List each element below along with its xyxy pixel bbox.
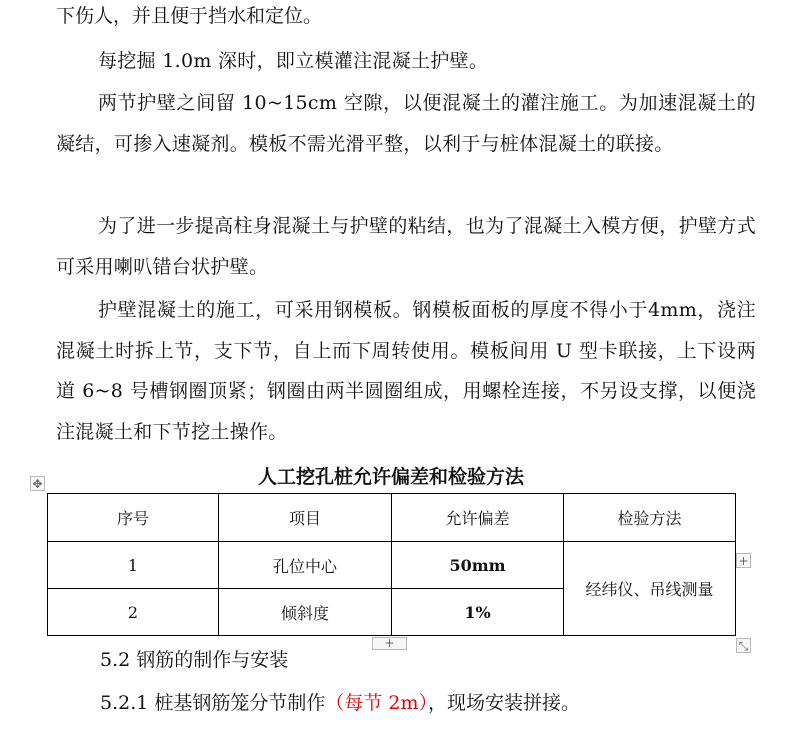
- cell-item: 孔位中心: [219, 542, 392, 589]
- table-row: [48, 542, 736, 589]
- table-resize-handle-icon[interactable]: ⤡: [736, 638, 751, 653]
- table-title: 人工挖孔桩允许偏差和检验方法: [257, 466, 524, 488]
- paragraph-4: 护壁混凝土的施工，可采用钢模板。钢模板面板的厚度不得小于4mm，浇注混凝土时拆上节，支下节，自上而下周转使用。模板间用 U 型卡联接，上下设两道 6~8 号槽钢圈顶紧；钢圈由两半圆圈组成，用螺栓连接，不另设支撑，以便浇注混凝土和下节挖土操作。: [56, 299, 756, 443]
- tolerance-table: [47, 493, 736, 636]
- header-no: 序号: [48, 494, 219, 542]
- cell-tolerance: 50mm: [392, 542, 564, 589]
- subsection-heading: [100, 683, 580, 723]
- paragraph-1: 每挖掘 1.0m 深时，即立模灌注混凝土护壁。: [98, 50, 489, 72]
- cell-no: 2: [48, 589, 219, 636]
- cell-method: 经纬仪、吊线测量: [564, 542, 736, 636]
- subsection-highlight: （每节 2m）: [325, 692, 429, 714]
- header-method: 检验方法: [564, 494, 736, 542]
- add-column-icon[interactable]: +: [736, 553, 751, 568]
- subsection-prefix: 5.2.1 桩基钢筋笼分节制作: [100, 692, 326, 714]
- add-row-icon[interactable]: +: [372, 637, 407, 650]
- subsection-suffix: ，现场安装拼接。: [428, 692, 581, 714]
- section-heading: 5.2 钢筋的制作与安装: [100, 649, 289, 671]
- table-move-handle-icon[interactable]: ✥: [30, 476, 45, 491]
- table-header-row: [48, 494, 736, 542]
- paragraph-0: 下伤人，并且便于挡水和定位。: [56, 5, 323, 27]
- header-tolerance: 允许偏差: [392, 494, 564, 542]
- paragraph-3: 为了进一步提高柱身混凝土与护壁的粘结，也为了混凝土入模方便，护壁方式可采用喇叭错台状护壁。: [56, 215, 756, 278]
- header-item: 项目: [219, 494, 392, 542]
- cell-item: 倾斜度: [219, 589, 392, 636]
- paragraph-2: 两节护壁之间留 10~15cm 空隙，以便混凝土的灌注施工。为加速混凝土的凝结，可掺入速凝剂。模板不需光滑平整，以利于与桩体混凝土的联接。: [56, 92, 756, 155]
- cell-tolerance: 1%: [392, 589, 564, 636]
- cell-no: 1: [48, 542, 219, 589]
